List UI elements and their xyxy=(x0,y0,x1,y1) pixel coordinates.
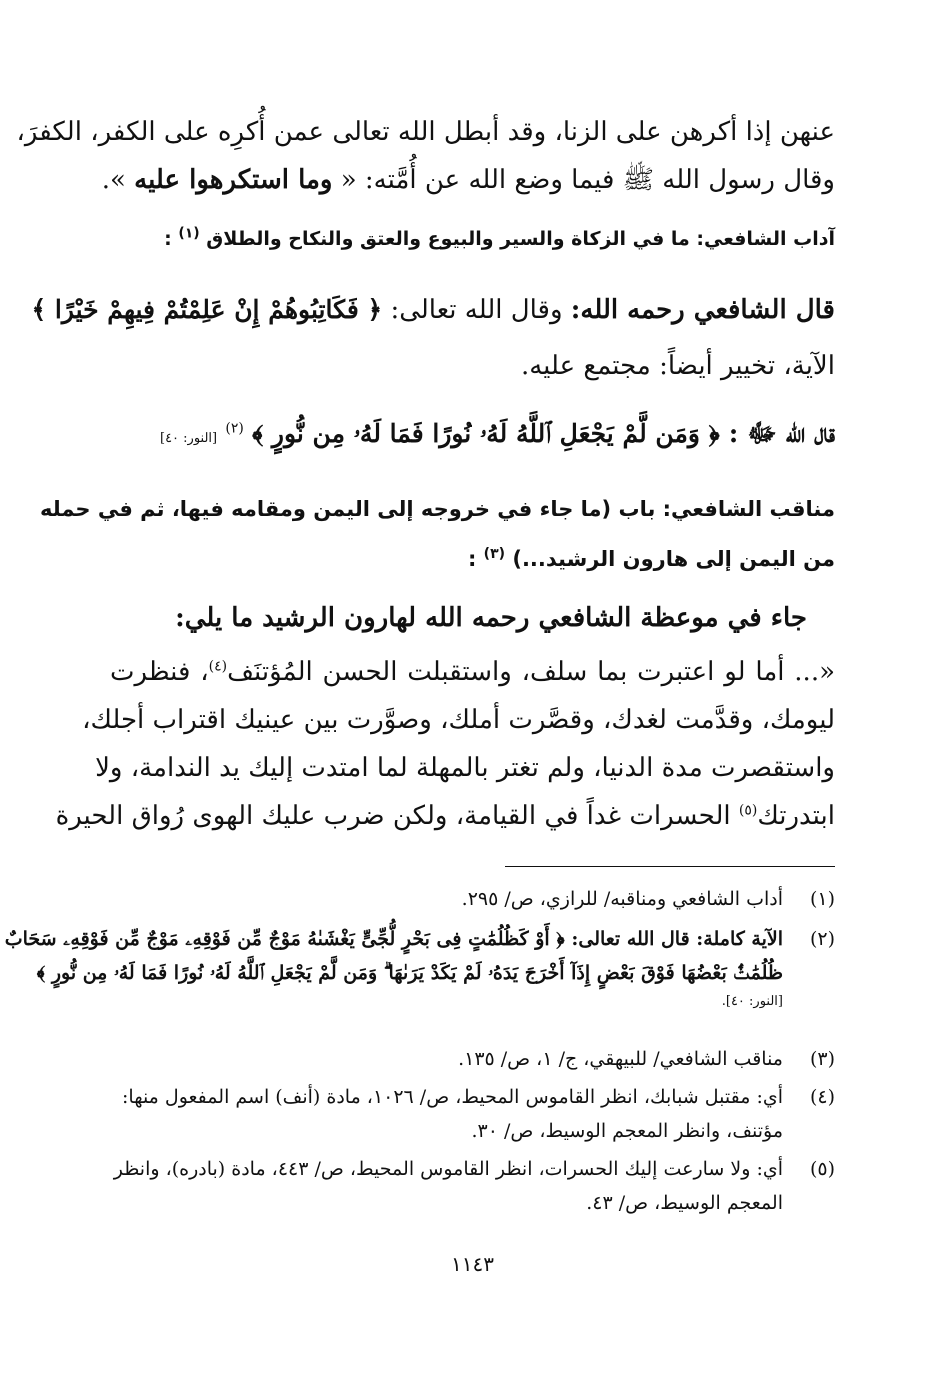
footnote-5-line-1: أي: ولا سارعت إليك الحسرات، انظر القاموس المحيط، ص/ ٤٤٣، مادة (بادره)، وانظر xyxy=(113,1158,783,1180)
paragraph-1-line-2-end: ». xyxy=(101,165,135,195)
footnote-4-line-2: مؤتنف، وانظر المعجم الوسيط، ص/ ٣٠. xyxy=(471,1120,783,1142)
paragraph-1-line-2 xyxy=(101,160,835,200)
sermon-line-1-end: ، فنظرت xyxy=(110,657,209,687)
section-heading-manaqib-line-1: مناقب الشافعي: باب (ما جاء في خروجه إلى اليمن ومقامه فيها، ثم في حمله xyxy=(40,497,835,521)
sermon-line-4-start: ابتدرتك xyxy=(757,801,835,831)
footnote-2-number: (٢) xyxy=(809,928,835,950)
book-page xyxy=(4,0,835,1386)
footnote-5 xyxy=(110,1152,835,1220)
footnote-1 xyxy=(110,882,835,916)
sermon-line-4 xyxy=(55,796,835,836)
section-heading-manaqib-text: من اليمن إلى هارون الرشيد...) xyxy=(512,547,835,571)
footnote-ref-3: (٣) xyxy=(483,546,506,562)
footnote-3 xyxy=(110,1042,835,1076)
footnote-1-line-1: أداب الشافعي ومناقبه/ للرازي، ص/ ٢٩٥. xyxy=(461,888,783,910)
footnote-ref-1: (١) xyxy=(178,225,200,242)
footnote-4-line-1: أي: مقتبل شبابك، انظر القاموس المحيط، ص/ ١٠٢٦، مادة (أنف) اسم المفعول منها: xyxy=(122,1086,783,1108)
footnote-4-number: (٤) xyxy=(809,1086,835,1108)
footnote-5-line-2: المعجم الوسيط، ص/ ٤٣. xyxy=(586,1192,783,1214)
page-number: ١١٤٣ xyxy=(451,1252,494,1276)
quran-line xyxy=(110,414,835,459)
footnote-2-line-3: [النور: ٤٠]. xyxy=(721,994,783,1009)
quran-reference: [النور: ٤٠] xyxy=(160,431,218,446)
footnote-5-number: (٥) xyxy=(809,1158,835,1180)
footnote-ref-4: (٤) xyxy=(208,658,228,675)
footnote-3-number: (٣) xyxy=(809,1048,835,1070)
footnote-2-line-1: الآية كاملة: قال الله تعالى: ﴿ أَوْ كَظُلُمَٰتٍ فِى بَحْرٍ لُّجِّىٍّ يَغْشَىٰهُ مَوْجٌ مِّن فَوْقِهِۦ مَوْجٌ مِّن فَوْقِهِۦ سَحَابٌ xyxy=(4,928,783,950)
section-heading-adab-colon: : xyxy=(164,228,172,250)
shafii-quote-lead: قال الشافعي رحمه الله: xyxy=(570,295,835,325)
paragraph-2-line-2: الآية، تخيير أيضاً: مجتمع عليه. xyxy=(520,351,835,381)
section-heading-adab xyxy=(110,222,835,256)
quran-verse-nur: ﴿ وَمَن لَّمْ يَجْعَلِ ٱللَّهُ لَهُۥ نُورًا فَمَا لَهُۥ مِن نُّورٍ ﴾ xyxy=(252,419,720,448)
paragraph-2-line-1 xyxy=(31,290,835,330)
section-heading-manaqib-line-2 xyxy=(110,542,835,576)
sermon-heading: جاء في موعظة الشافعي رحمه الله لهارون الرشيد ما يلي: xyxy=(175,603,807,633)
paragraph-2-text: وقال الله تعالى: xyxy=(382,295,571,325)
footnote-2-line-2: ظُلُمَٰتٌۢ بَعْضُهَا فَوْقَ بَعْضٍ إِذَآ أَخْرَجَ يَدَهُۥ لَمْ يَكَدْ يَرَىٰهَا ۗ وَمَن لَّمْ يَجْعَلِ ٱللَّهُ لَهُۥ نُورًا فَمَا لَهُۥ مِن نُّورٍ ﴾ xyxy=(36,962,783,984)
paragraph-1-line-2-start: وقال رسول الله ﷺ فيما وضع الله عن أُمَّته: « xyxy=(332,165,835,195)
footnote-ref-2: (٢) xyxy=(225,420,244,437)
sermon-line-4-end: الحسرات غداً في القيامة، ولكن ضرب عليك الهوى رُواق الحيرة xyxy=(55,801,739,831)
footnote-divider xyxy=(505,866,835,867)
hadith-text: وما استكرهوا عليه xyxy=(134,165,333,195)
footnote-3-line-1: مناقب الشافعي/ للبيهقي، ج/ ١، ص/ ١٣٥. xyxy=(458,1048,783,1070)
paragraph-1-line-1: عنهن إذا أكرهن على الزنا، وقد أبطل الله تعالى عمن أُكرِه على الكفر، الكفرَ، xyxy=(16,117,835,147)
sermon-line-1-start: «... أما لو اعتبرت بما سلف، واستقبلت الحسن المُؤتنَف xyxy=(227,657,835,687)
footnote-1-number: (١) xyxy=(809,888,835,910)
sermon-line-1 xyxy=(110,652,835,692)
section-heading-adab-text: آداب الشافعي: ما في الزكاة والسير والبيوع والعتق والنكاح والطلاق xyxy=(206,228,835,250)
quran-line-lead: قال الله ﷻ : xyxy=(719,419,835,449)
section-heading-manaqib-colon: : xyxy=(467,547,477,571)
footnote-ref-5: (٥) xyxy=(738,802,758,819)
sermon-line-3: واستقصرت مدة الدنيا، ولم تغتر بالمهلة لما امتدت إليك يد الندامة، ولا xyxy=(95,753,835,783)
sermon-line-2: ليومك، وقدَّمت لغدك، وقصَّرت أملك، وصوَّرت بين عينيك اقتراب أجلك، xyxy=(82,705,835,735)
quran-verse-mukataba: ﴿ فَكَاتِبُوهُمْ إِنْ عَلِمْتُمْ فِيهِمْ خَيْرًا ﴾ xyxy=(31,295,383,324)
footnote-2 xyxy=(4,922,835,1014)
footnote-4 xyxy=(110,1080,835,1148)
